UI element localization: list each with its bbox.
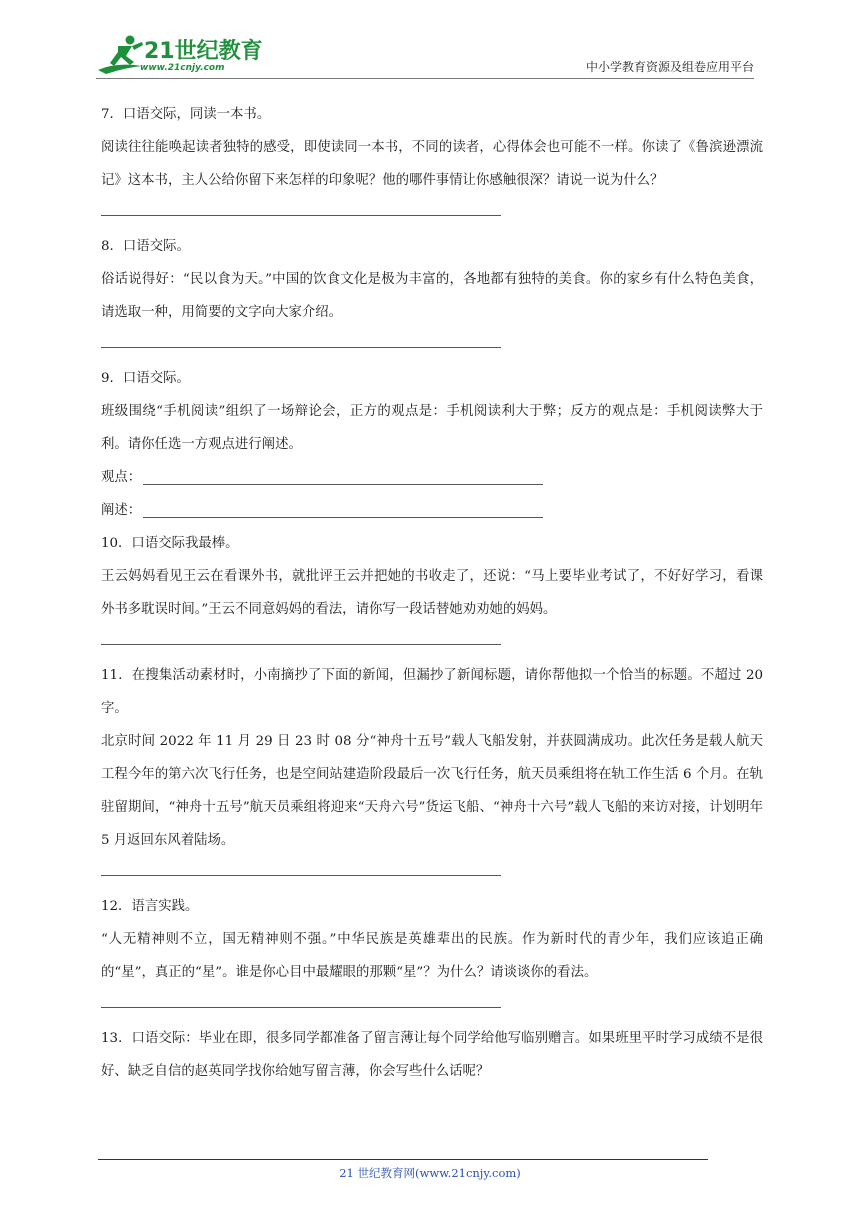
- footer-link[interactable]: 21 世纪教育网(www.21cnjy.com): [339, 1166, 521, 1180]
- question-title: 11．在搜集活动素材时，小南摘抄了下面的新闻，但漏抄了新闻标题，请你帮他拟一个恰当的标题。不超过 20 字。: [101, 668, 763, 716]
- question-body: 俗话说得好：“民以食为天。”中国的饮食文化是极为丰富的，各地都有独特的美食。你的家乡有什么特色美食，请选取一种，用简要的文字向大家介绍。: [101, 272, 763, 320]
- question-title: 10．口语交际我最棒。: [101, 536, 239, 551]
- elaboration-row: [101, 494, 763, 527]
- question-body: 班级围绕“手机阅读”组织了一场辩论会，正方的观点是：手机阅读利大于弊；反方的观点是：手机阅读弊大于利。请你任选一方观点进行阐述。: [101, 404, 763, 452]
- page-header: [96, 30, 754, 79]
- footer-divider: [98, 1159, 708, 1160]
- answer-line[interactable]: [101, 215, 501, 216]
- question-title: 9．口语交际。: [101, 371, 190, 386]
- viewpoint-answer-line[interactable]: [143, 484, 543, 485]
- question-title: 8．口语交际。: [101, 239, 190, 254]
- question-title: 13．口语交际：毕业在即，很多同学都准备了留言薄让每个同学给他写临别赠言。如果班里平时学习成绩不是很好、缺乏自信的赵英同学找你给她写留言薄，你会写些什么话呢？: [101, 1031, 763, 1079]
- logo-text: 21世纪教育: [144, 39, 263, 64]
- elaboration-label: 阐述：: [101, 503, 142, 518]
- question-11: [101, 659, 763, 876]
- question-13: [101, 1022, 763, 1088]
- elaboration-answer-line[interactable]: [143, 517, 543, 518]
- answer-line[interactable]: [101, 644, 501, 645]
- question-12: [101, 890, 763, 1008]
- answer-line[interactable]: [101, 347, 501, 348]
- platform-title: 中小学教育资源及组卷应用平台: [585, 60, 754, 74]
- answer-line[interactable]: [101, 875, 501, 876]
- question-body: 王云妈妈看见王云在看课外书，就批评王云并把她的书收走了，还说：“马上要毕业考试了，不好好学习，看课外书多耽误时间。”王云不同意妈妈的看法，请你写一段话替她劝劝她的妈妈。: [101, 569, 763, 617]
- question-body: 阅读往往能唤起读者独特的感受，即使读同一本书，不同的读者，心得体会也可能不一样。你读了《鲁滨逊漂流记》这本书，主人公给你留下来怎样的印象呢？他的哪件事情让你感触很深？请说一说为什么？: [101, 140, 763, 188]
- question-list: [101, 98, 763, 1088]
- viewpoint-label: 观点：: [101, 470, 142, 485]
- question-7: [101, 98, 763, 216]
- viewpoint-row: [101, 461, 763, 494]
- question-8: [101, 230, 763, 348]
- question-9: [101, 362, 763, 527]
- logo-url: www.21cnjy.com: [140, 63, 225, 73]
- question-body: “人无精神则不立，国无精神则不强。”中华民族是英雄辈出的民族。作为新时代的青少年，我们应该追正确的“星”，真正的“星”。谁是你心目中最耀眼的那颗“星”？为什么？请谈谈你的看法。: [101, 932, 763, 980]
- question-title: 12．语言实践。: [101, 899, 199, 914]
- question-body: 北京时间 2022 年 11 月 29 日 23 时 08 分“神舟十五号”载人飞船发射，并获圆满成功。此次任务是载人航天工程今年的第六次飞行任务，也是空间站建造阶段最后一次飞行任务，航天员乘组将在轨工作生活 6 个月。在轨驻留期间，“神舟十五号”航天员乘组将迎来“天舟六号”货运飞船、“神舟十六号”载人飞船的来访对接，计划明年 5 月返回东风着陆场。: [101, 734, 763, 848]
- question-10: [101, 527, 763, 645]
- answer-line[interactable]: [101, 1007, 501, 1008]
- question-title: 7．口语交际，同读一本书。: [101, 107, 271, 122]
- site-logo[interactable]: [96, 32, 266, 76]
